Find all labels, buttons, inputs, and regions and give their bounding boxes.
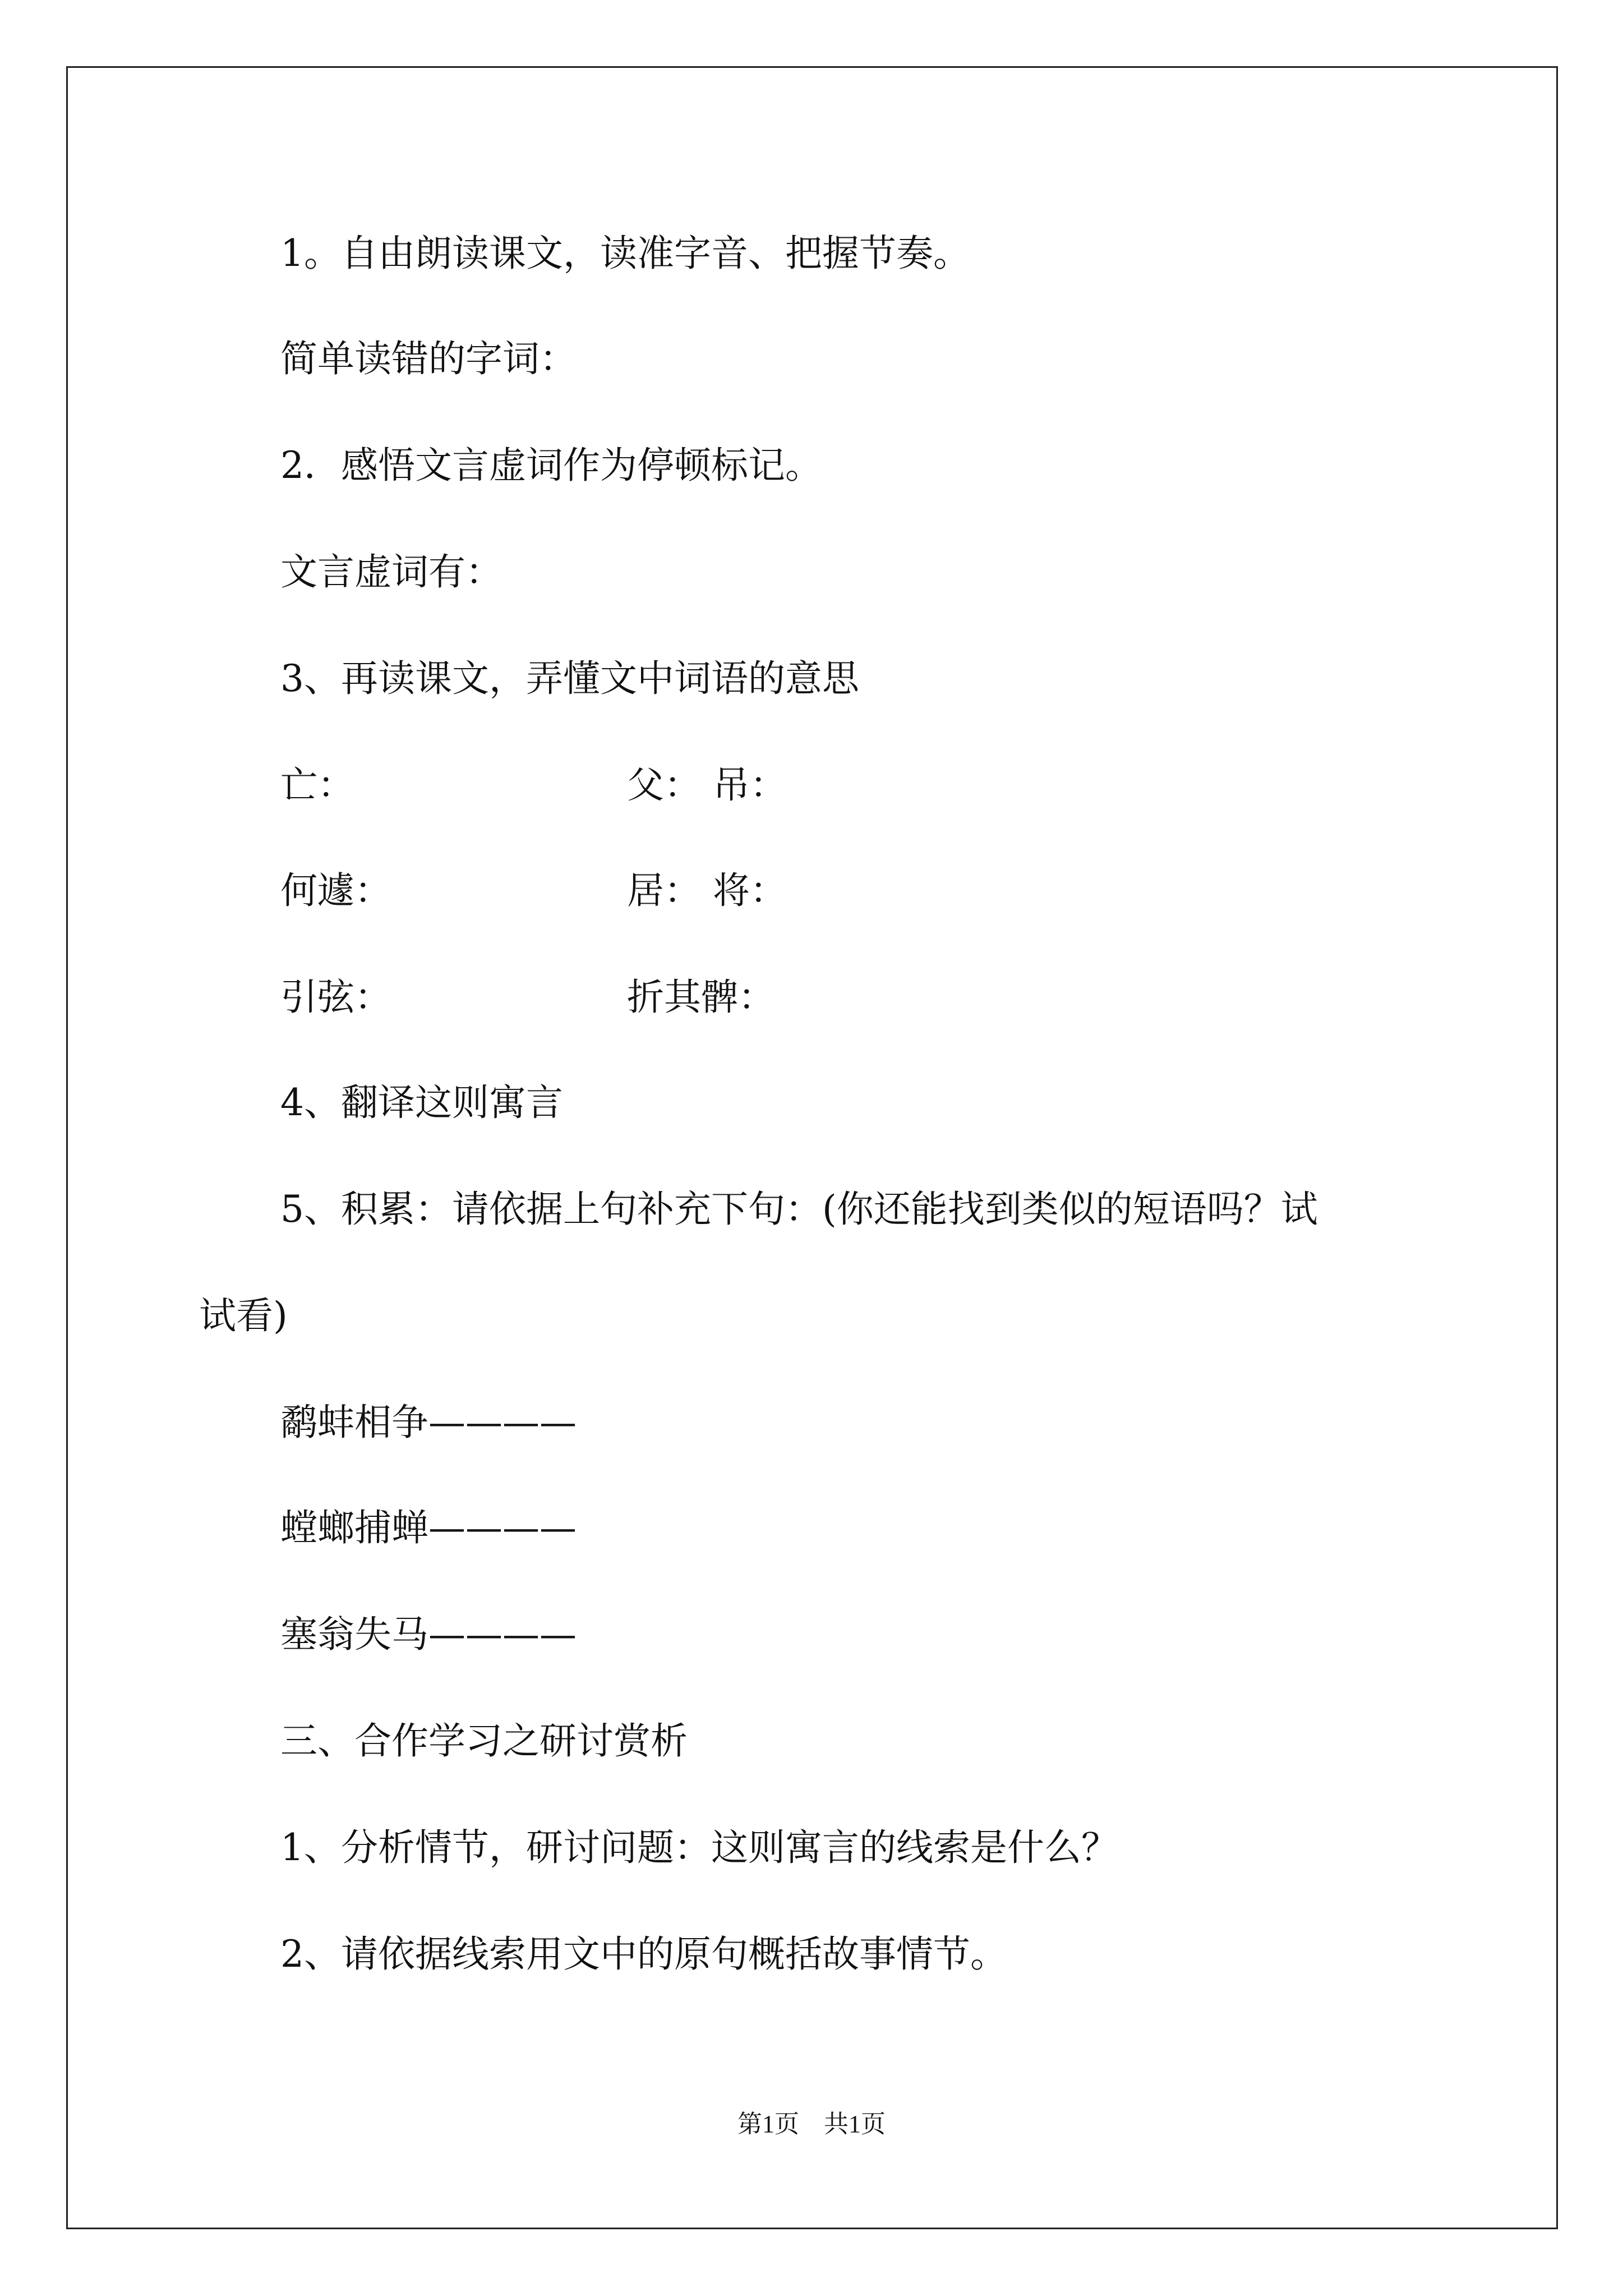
- page-border: [66, 66, 1558, 2229]
- item-5-accumulate: 5、积累：请依据上句补充下句：(你还能找到类似的短语吗？试: [280, 1188, 1318, 1231]
- item-4-translate: 4、翻译这则寓言: [280, 1081, 563, 1124]
- vocab-yinxian: 引弦：: [280, 976, 391, 1019]
- question-1: 1、分析情节，研讨问题：这则寓言的线索是什么？: [280, 1826, 1118, 1869]
- idiom-2: 螳螂捕蝉————: [280, 1506, 577, 1549]
- item-5-continuation: 试看): [199, 1294, 288, 1337]
- item-3-reread: 3、再读课文，弄懂文中词语的意思: [280, 657, 859, 700]
- page-number: 第1页: [737, 2110, 799, 2138]
- page-footer: [0, 2104, 1623, 2139]
- vocab-ju-jiang: 居： 将：: [627, 869, 787, 912]
- item-2-function-words: 2．感悟文言虚词作为停顿标记。: [280, 444, 822, 487]
- vocab-zheqibi: 折其髀：: [627, 976, 775, 1019]
- misread-words-label: 简单读错的字词：: [280, 337, 577, 380]
- item-1-read-aloud: 1。自由朗读课文，读准字音、把握节奏。: [280, 232, 970, 275]
- page-total: 共1页: [824, 2110, 886, 2138]
- section-3-heading: 三、合作学习之研讨赏析: [280, 1719, 688, 1763]
- function-words-label: 文言虚词有：: [280, 550, 502, 593]
- vocab-fu-diao: 父： 吊：: [627, 763, 787, 807]
- question-2: 2、请依据线索用文中的原句概括故事情节。: [280, 1932, 1007, 1976]
- idiom-3: 塞翁失马————: [280, 1613, 577, 1656]
- idiom-1: 鹬蚌相争————: [280, 1401, 577, 1444]
- vocab-heju: 何遽：: [280, 869, 391, 912]
- vocab-wang: 亡：: [280, 763, 354, 807]
